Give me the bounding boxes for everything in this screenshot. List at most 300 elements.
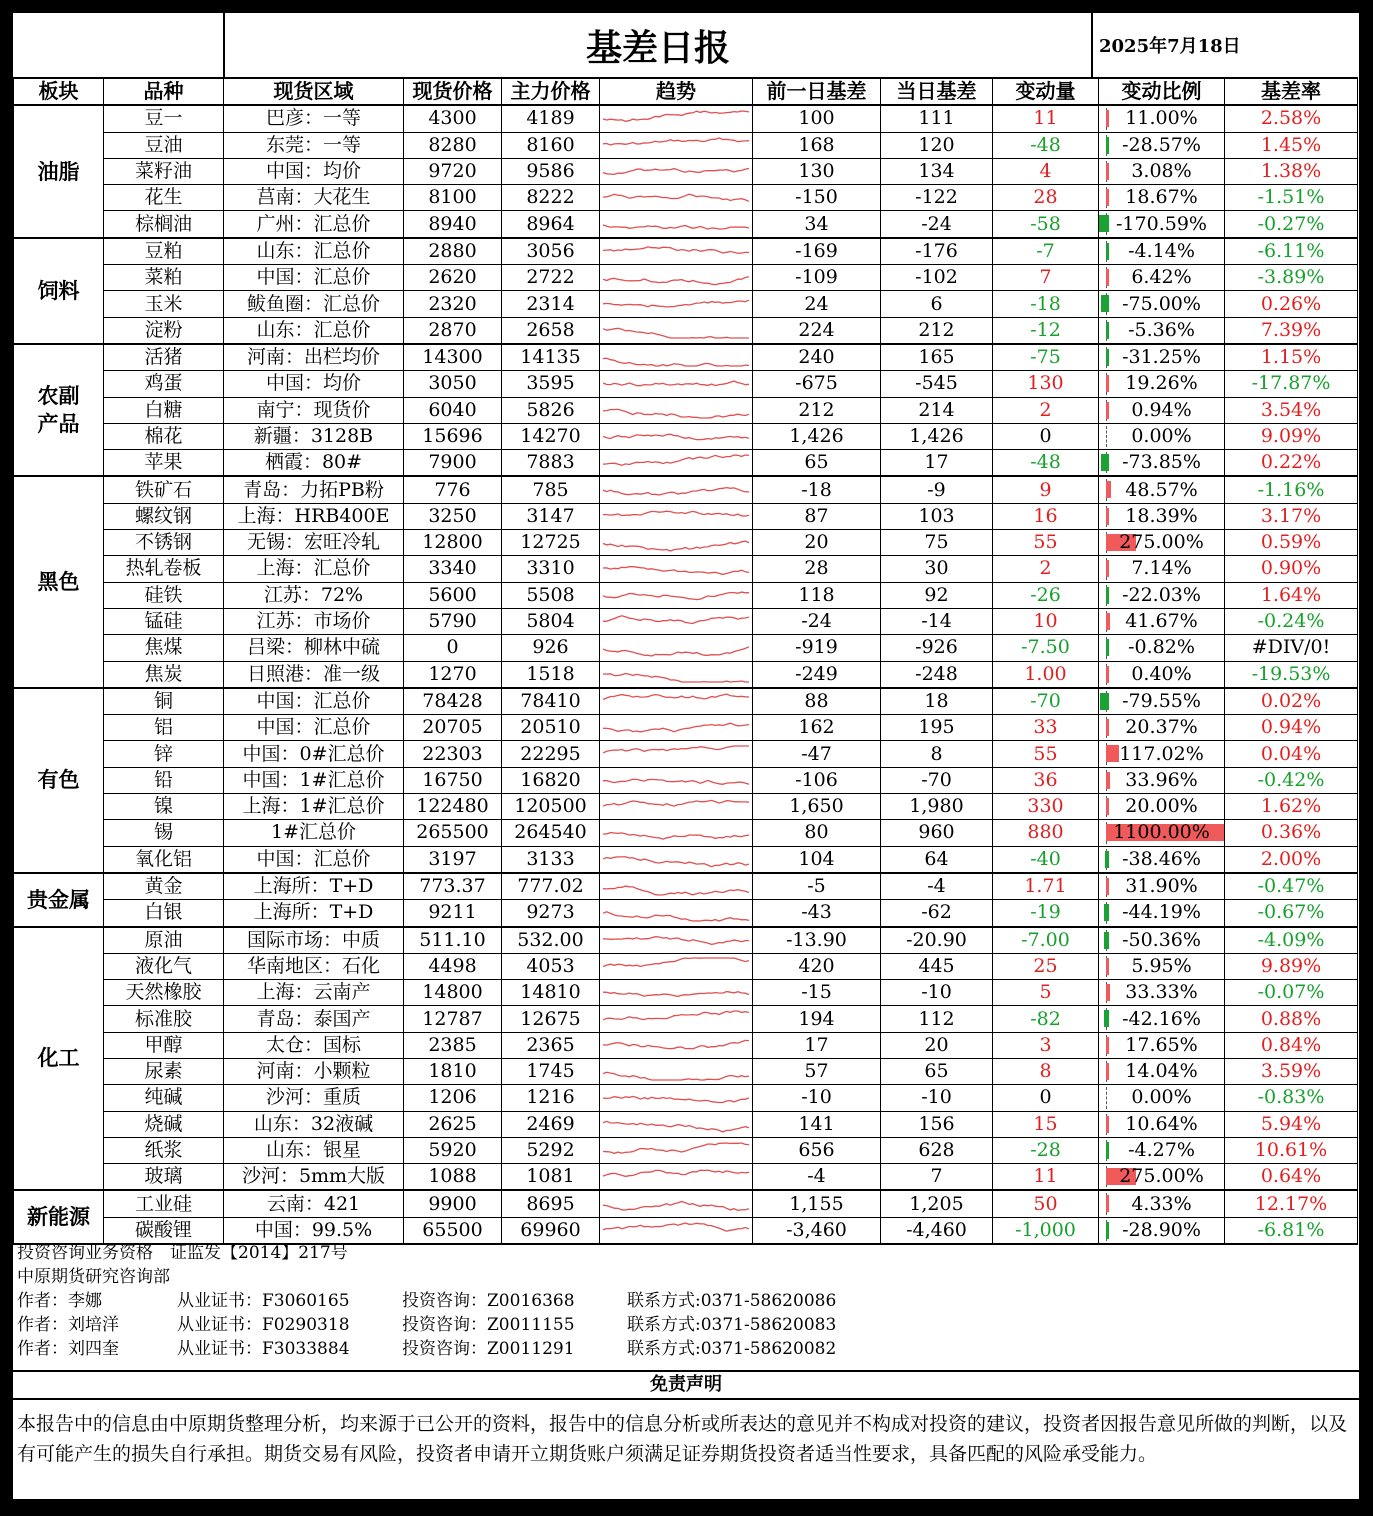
ratio-bar — [1106, 1222, 1109, 1239]
ratio-bar — [1106, 269, 1109, 286]
trend-sparkline — [600, 476, 753, 503]
variety-cell: 碳酸锂 — [104, 1217, 224, 1244]
basis-rate-cell: -6.81% — [1225, 1217, 1358, 1244]
ratio-text: -38.46% — [1122, 847, 1201, 870]
change-ratio-cell — [1099, 476, 1225, 503]
change-cell: -1,000 — [993, 1217, 1099, 1244]
ratio-text: -170.59% — [1116, 212, 1207, 235]
prev-basis-cell: -675 — [753, 371, 881, 397]
ratio-bar — [1101, 454, 1109, 471]
trend-sparkline — [600, 238, 753, 265]
spot-price-cell: 8100 — [404, 185, 502, 211]
ratio-text: -73.85% — [1122, 451, 1201, 474]
table-row — [14, 265, 1358, 291]
spot-price-cell: 16750 — [404, 767, 502, 793]
sparkline-path — [603, 194, 749, 201]
spot-price-cell: 3250 — [404, 503, 502, 529]
variety-cell: 原油 — [104, 927, 224, 954]
ratio-text: 0.40% — [1131, 662, 1192, 685]
today-basis-cell: 112 — [881, 1006, 993, 1032]
table-row — [14, 450, 1358, 477]
ratio-text: 4.33% — [1131, 1192, 1192, 1215]
spot-price-cell: 9211 — [404, 900, 502, 927]
main-price-cell: 2469 — [502, 1111, 600, 1137]
ratio-bar — [1106, 508, 1109, 525]
ratio-text: 7.14% — [1131, 557, 1192, 580]
basis-rate-cell: -4.09% — [1225, 927, 1358, 954]
author-line — [13, 1289, 1359, 1313]
region-cell: 中国：均价 — [224, 158, 404, 184]
today-basis-cell: 628 — [881, 1137, 993, 1163]
region-cell: 上海：HRB400E — [224, 503, 404, 529]
today-basis-cell: 134 — [881, 158, 993, 184]
ratio-text: -75.00% — [1122, 292, 1201, 315]
trend-sparkline — [600, 265, 753, 291]
ratio-text: 33.33% — [1125, 981, 1198, 1004]
change-cell: 28 — [993, 185, 1099, 211]
region-cell: 山东：汇总价 — [224, 317, 404, 344]
trend-sparkline — [600, 794, 753, 820]
basis-rate-cell: 12.17% — [1225, 1190, 1358, 1217]
main-price-cell: 2658 — [502, 317, 600, 344]
change-cell: -48 — [993, 132, 1099, 158]
sparkline-path — [603, 358, 749, 366]
main-price-cell: 22295 — [502, 741, 600, 767]
basis-rate-cell: #DIV/0! — [1225, 635, 1358, 661]
variety-cell: 硅铁 — [104, 582, 224, 608]
main-price-cell: 5826 — [502, 397, 600, 423]
main-price-cell: 3133 — [502, 846, 600, 873]
variety-cell: 天然橡胶 — [104, 980, 224, 1006]
main-price-cell: 4189 — [502, 105, 600, 132]
basis-rate-cell: 0.36% — [1225, 820, 1358, 846]
spot-price-cell: 9900 — [404, 1190, 502, 1217]
spot-price-cell: 2625 — [404, 1111, 502, 1137]
main-price-cell: 2365 — [502, 1032, 600, 1058]
region-cell: 巴彦：一等 — [224, 105, 404, 132]
trend-sparkline — [600, 1006, 753, 1032]
ratio-text: 18.67% — [1125, 186, 1198, 209]
basis-rate-cell: 9.09% — [1225, 423, 1358, 449]
today-basis-cell: -10 — [881, 1085, 993, 1111]
column-header: 变动量 — [993, 78, 1099, 105]
region-cell: 江苏：72% — [224, 582, 404, 608]
table-row — [14, 397, 1358, 423]
region-cell: 广州：汇总价 — [224, 211, 404, 238]
trend-sparkline — [600, 344, 753, 371]
main-price-cell: 9273 — [502, 900, 600, 927]
trend-sparkline — [600, 900, 753, 927]
variety-cell: 鸡蛋 — [104, 371, 224, 397]
ratio-text: 48.57% — [1125, 478, 1198, 501]
basis-rate-cell: -19.53% — [1225, 661, 1358, 688]
change-ratio-cell — [1099, 158, 1225, 184]
spot-price-cell: 1270 — [404, 661, 502, 688]
region-cell: 山东：汇总价 — [224, 238, 404, 265]
change-cell: 2 — [993, 397, 1099, 423]
region-cell: 河南：出栏均价 — [224, 344, 404, 371]
basis-rate-cell: 0.90% — [1225, 556, 1358, 582]
ratio-text: -42.16% — [1122, 1007, 1201, 1030]
trend-sparkline — [600, 688, 753, 715]
ratio-bar — [1104, 904, 1109, 921]
change-ratio-cell — [1099, 185, 1225, 211]
today-basis-cell: 6 — [881, 291, 993, 317]
trend-sparkline — [600, 608, 753, 634]
sparkline-path — [603, 276, 749, 284]
main-price-cell: 1081 — [502, 1164, 600, 1191]
sector-label: 黑色 — [14, 476, 104, 687]
sparkline-path — [603, 434, 749, 439]
ratio-text: 17.65% — [1125, 1033, 1198, 1056]
spot-price-cell: 2385 — [404, 1032, 502, 1058]
sparkline-path — [603, 991, 749, 996]
main-price-cell: 2722 — [502, 265, 600, 291]
region-cell: 新疆：3128B — [224, 423, 404, 449]
sparkline-path — [603, 410, 749, 419]
table-row — [14, 1032, 1358, 1058]
sector-label: 农副产品 — [14, 344, 104, 476]
region-cell: 青岛：泰国产 — [224, 1006, 404, 1032]
prev-basis-cell: -4 — [753, 1164, 881, 1191]
table-row — [14, 1137, 1358, 1163]
change-ratio-cell — [1099, 1190, 1225, 1217]
basis-rate-cell: -1.51% — [1225, 185, 1358, 211]
table-row — [14, 767, 1358, 793]
sparkline-path — [603, 1011, 749, 1020]
change-ratio-cell — [1099, 1164, 1225, 1191]
ratio-text: 10.64% — [1125, 1112, 1198, 1135]
main-price-cell: 777.02 — [502, 873, 600, 900]
change-ratio-cell — [1099, 317, 1225, 344]
table-row — [14, 873, 1358, 900]
main-price-cell: 20510 — [502, 715, 600, 741]
change-cell: -40 — [993, 846, 1099, 873]
sparkline-path — [603, 1072, 749, 1080]
table-row — [14, 1164, 1358, 1191]
spot-price-cell: 122480 — [404, 794, 502, 820]
basis-table — [13, 77, 1358, 1245]
spot-price-cell: 511.10 — [404, 927, 502, 954]
column-header: 品种 — [104, 78, 224, 105]
sparkline-path — [603, 1143, 749, 1153]
trend-sparkline — [600, 105, 753, 132]
change-ratio-cell — [1099, 211, 1225, 238]
variety-cell: 锌 — [104, 741, 224, 767]
spot-price-cell: 0 — [404, 635, 502, 661]
change-ratio-cell — [1099, 371, 1225, 397]
today-basis-cell: 64 — [881, 846, 993, 873]
ratio-text: -79.55% — [1122, 689, 1201, 712]
sparkline-path — [603, 694, 749, 700]
change-cell: -75 — [993, 344, 1099, 371]
change-ratio-cell — [1099, 530, 1225, 556]
trend-sparkline — [600, 371, 753, 397]
main-price-cell: 12725 — [502, 530, 600, 556]
ratio-bar — [1106, 1063, 1109, 1080]
prev-basis-cell: -109 — [753, 265, 881, 291]
spot-price-cell: 14300 — [404, 344, 502, 371]
main-price-cell: 8160 — [502, 132, 600, 158]
basis-rate-cell: 3.17% — [1225, 503, 1358, 529]
basis-rate-cell: 0.88% — [1225, 1006, 1358, 1032]
region-cell: 河南：小颗粒 — [224, 1058, 404, 1084]
basis-rate-cell: -17.87% — [1225, 371, 1358, 397]
variety-cell: 活猪 — [104, 344, 224, 371]
column-header: 趋势 — [600, 78, 753, 105]
prev-basis-cell: 100 — [753, 105, 881, 132]
trend-sparkline — [600, 185, 753, 211]
spot-price-cell: 8940 — [404, 211, 502, 238]
ratio-text: -28.57% — [1122, 133, 1201, 156]
variety-cell: 标准胶 — [104, 1006, 224, 1032]
table-row — [14, 1111, 1358, 1137]
variety-cell: 豆油 — [104, 132, 224, 158]
column-header: 前一日基差 — [753, 78, 881, 105]
change-ratio-cell — [1099, 635, 1225, 661]
main-price-cell: 5508 — [502, 582, 600, 608]
spot-price-cell: 1810 — [404, 1058, 502, 1084]
basis-rate-cell: 1.62% — [1225, 794, 1358, 820]
prev-basis-cell: -150 — [753, 185, 881, 211]
prev-basis-cell: 224 — [753, 317, 881, 344]
variety-cell: 菜粕 — [104, 265, 224, 291]
prev-basis-cell: 104 — [753, 846, 881, 873]
change-cell: 880 — [993, 820, 1099, 846]
basis-rate-cell: 0.02% — [1225, 688, 1358, 715]
column-header: 主力价格 — [502, 78, 600, 105]
today-basis-cell: 960 — [881, 820, 993, 846]
table-header-row — [14, 78, 1358, 105]
author-name: 作者：刘四奎 — [17, 1339, 119, 1359]
variety-cell: 菜籽油 — [104, 158, 224, 184]
ratio-bar — [1106, 639, 1109, 656]
sector-label: 化工 — [14, 927, 104, 1191]
region-cell: 无锡：宏旺冷轧 — [224, 530, 404, 556]
spot-price-cell: 2880 — [404, 238, 502, 265]
prev-basis-cell: 656 — [753, 1137, 881, 1163]
region-cell: 栖霞：80# — [224, 450, 404, 477]
ratio-text: 275.00% — [1119, 531, 1204, 554]
change-cell: 2 — [993, 556, 1099, 582]
change-cell: 1.00 — [993, 661, 1099, 688]
variety-cell: 花生 — [104, 185, 224, 211]
basis-rate-cell: 3.54% — [1225, 397, 1358, 423]
prev-basis-cell: -249 — [753, 661, 881, 688]
table-row — [14, 556, 1358, 582]
basis-rate-cell: 0.22% — [1225, 450, 1358, 477]
column-header: 板块 — [14, 78, 104, 105]
spot-price-cell: 2870 — [404, 317, 502, 344]
ratio-text: -0.82% — [1128, 636, 1195, 659]
ratio-text: 0.00% — [1131, 425, 1192, 447]
sparkline-path — [603, 674, 749, 683]
change-ratio-cell — [1099, 1006, 1225, 1032]
column-header: 当日基差 — [881, 78, 993, 105]
change-ratio-cell — [1099, 1137, 1225, 1163]
today-basis-cell: -4,460 — [881, 1217, 993, 1244]
table-row — [14, 530, 1358, 556]
trend-sparkline — [600, 556, 753, 582]
trend-sparkline — [600, 582, 753, 608]
ratio-text: 275.00% — [1119, 1165, 1204, 1188]
spot-price-cell: 20705 — [404, 715, 502, 741]
main-price-cell: 8222 — [502, 185, 600, 211]
today-basis-cell: -122 — [881, 185, 993, 211]
trend-sparkline — [600, 530, 753, 556]
table-row — [14, 211, 1358, 238]
ratio-bar — [1106, 772, 1110, 789]
change-ratio-cell — [1099, 900, 1225, 927]
author-name: 作者：李娜 — [17, 1291, 102, 1311]
table-row — [14, 661, 1358, 688]
main-price-cell: 8964 — [502, 211, 600, 238]
prev-basis-cell: -13.90 — [753, 927, 881, 954]
change-cell: -70 — [993, 688, 1099, 715]
sparkline-path — [603, 381, 749, 386]
table-row — [14, 291, 1358, 317]
ratio-bar — [1106, 189, 1109, 206]
spot-price-cell: 5600 — [404, 582, 502, 608]
basis-rate-cell: -0.07% — [1225, 980, 1358, 1006]
prev-basis-cell: 212 — [753, 397, 881, 423]
today-basis-cell: 92 — [881, 582, 993, 608]
change-ratio-cell — [1099, 1058, 1225, 1084]
table-row — [14, 317, 1358, 344]
ratio-text: 18.39% — [1125, 504, 1198, 527]
ratio-bar — [1106, 745, 1119, 762]
ratio-bar — [1106, 666, 1109, 683]
region-cell: 山东：银星 — [224, 1137, 404, 1163]
region-cell: 中国：1#汇总价 — [224, 767, 404, 793]
ratio-text: -22.03% — [1122, 583, 1201, 606]
table-row — [14, 476, 1358, 503]
ratio-bar — [1106, 137, 1109, 154]
variety-cell: 玉米 — [104, 291, 224, 317]
spot-price-cell: 1088 — [404, 1164, 502, 1191]
change-ratio-cell — [1099, 820, 1225, 846]
table-row — [14, 953, 1358, 979]
ratio-text: 14.04% — [1125, 1060, 1198, 1083]
variety-cell: 锡 — [104, 820, 224, 846]
main-price-cell: 926 — [502, 635, 600, 661]
disclaimer-title: 免责声明 — [13, 1370, 1359, 1400]
table-row — [14, 582, 1358, 608]
author-contact: 联系方式:0371-58620086 — [627, 1291, 837, 1311]
spot-price-cell: 8280 — [404, 132, 502, 158]
change-ratio-cell — [1099, 291, 1225, 317]
change-cell: -28 — [993, 1137, 1099, 1163]
sparkline-path — [603, 488, 749, 495]
report-footer — [13, 1241, 1359, 1361]
spot-price-cell: 3050 — [404, 371, 502, 397]
sparkline-path — [603, 300, 749, 307]
author-contact: 联系方式:0371-58620082 — [627, 1339, 837, 1359]
change-cell: -26 — [993, 582, 1099, 608]
basis-rate-cell: 0.94% — [1225, 715, 1358, 741]
variety-cell: 尿素 — [104, 1058, 224, 1084]
change-cell: 8 — [993, 1058, 1099, 1084]
ratio-text: 20.00% — [1125, 795, 1198, 818]
sparkline-path — [603, 1223, 749, 1231]
basis-rate-cell: 1.38% — [1225, 158, 1358, 184]
today-basis-cell: -9 — [881, 476, 993, 503]
trend-sparkline — [600, 767, 753, 793]
ratio-text: 41.67% — [1125, 610, 1198, 633]
prev-basis-cell: -15 — [753, 980, 881, 1006]
report-date: 2025年7月18日 — [1099, 36, 1241, 57]
ratio-bar — [1106, 481, 1111, 498]
change-cell: 11 — [993, 105, 1099, 132]
ratio-bar — [1106, 322, 1109, 339]
region-cell: 中国：汇总价 — [224, 846, 404, 873]
prev-basis-cell: 28 — [753, 556, 881, 582]
spot-price-cell: 773.37 — [404, 873, 502, 900]
variety-cell: 焦炭 — [104, 661, 224, 688]
today-basis-cell: 212 — [881, 317, 993, 344]
change-ratio-cell — [1099, 397, 1225, 423]
table-row — [14, 1058, 1358, 1084]
variety-cell: 热轧卷板 — [104, 556, 224, 582]
variety-cell: 棕榈油 — [104, 211, 224, 238]
ratio-bar — [1106, 243, 1109, 260]
main-price-cell: 4053 — [502, 953, 600, 979]
variety-cell: 螺纹钢 — [104, 503, 224, 529]
trend-sparkline — [600, 503, 753, 529]
prev-basis-cell: 17 — [753, 1032, 881, 1058]
table-row — [14, 794, 1358, 820]
variety-cell: 铝 — [104, 715, 224, 741]
disclaimer-text: 本报告中的信息由中原期货整理分析，均来源于已公开的资料，报告中的信息分析或所表达的意见并不构成对投资的建议，投资者因报告意见所做的判断，以及有可能产生的损失自行承担。期货交易有风险，投资者申请开立期货账户须满足证券期货投资者适当性要求，具备匹配的风险承受能力。 — [17, 1413, 1348, 1465]
change-ratio-cell — [1099, 608, 1225, 634]
ratio-text: 31.90% — [1125, 875, 1198, 898]
sector-label: 新能源 — [14, 1190, 104, 1244]
author-line — [13, 1337, 1359, 1361]
sparkline-path — [603, 958, 749, 967]
ratio-bar — [1106, 958, 1109, 975]
basis-rate-cell: 10.61% — [1225, 1137, 1358, 1163]
today-basis-cell: -4 — [881, 873, 993, 900]
ratio-axis — [1106, 426, 1107, 447]
change-cell: 1.71 — [993, 873, 1099, 900]
change-ratio-cell — [1099, 846, 1225, 873]
variety-cell: 棉花 — [104, 423, 224, 449]
today-basis-cell: -10 — [881, 980, 993, 1006]
region-cell: 上海所：T+D — [224, 900, 404, 927]
main-price-cell: 1518 — [502, 661, 600, 688]
sparkline-path — [603, 615, 749, 623]
prev-basis-cell: -24 — [753, 608, 881, 634]
trend-sparkline — [600, 291, 753, 317]
ratio-text: 0.94% — [1131, 398, 1192, 421]
prev-basis-cell: 118 — [753, 582, 881, 608]
sparkline-path — [603, 567, 749, 575]
sparkline-path — [603, 168, 749, 174]
change-ratio-cell — [1099, 582, 1225, 608]
change-cell: 330 — [993, 794, 1099, 820]
today-basis-cell: 1,426 — [881, 423, 993, 449]
sparkline-path — [603, 886, 749, 895]
table-row — [14, 371, 1358, 397]
region-cell: 江苏：市场价 — [224, 608, 404, 634]
change-ratio-cell — [1099, 927, 1225, 954]
change-ratio-cell — [1099, 953, 1225, 979]
main-price-cell: 3147 — [502, 503, 600, 529]
change-ratio-cell — [1099, 238, 1225, 265]
prev-basis-cell: 1,650 — [753, 794, 881, 820]
main-price-cell: 3056 — [502, 238, 600, 265]
main-price-cell: 8695 — [502, 1190, 600, 1217]
